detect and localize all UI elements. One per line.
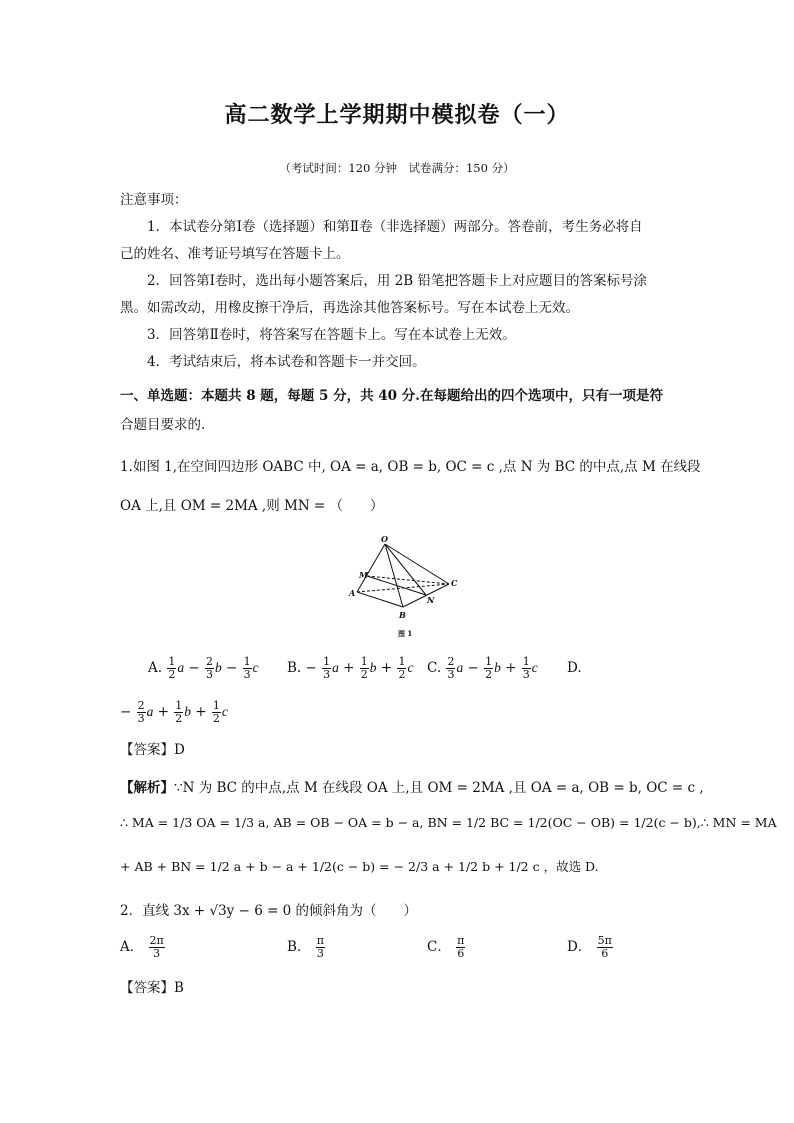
segment-MN — [367, 576, 426, 595]
notice-heading: 注意事项： — [120, 192, 188, 208]
q2-answer: 【答案】B — [120, 980, 184, 996]
exam-info: （考试时间：120 分钟 试卷满分：150 分） — [279, 161, 515, 175]
label-A: A — [349, 588, 356, 598]
q1-analysis-line3: + AB + BN = 1/2 a + b − a + 1/2(c − b) = − 2/3 a + 1/2 b + 1/2 c ，故选 D. — [120, 859, 599, 874]
notice-line-6: 4．考试结束后，将本试卷和答题卡一并交回。 — [147, 354, 426, 370]
label-N: N — [427, 595, 435, 605]
q1-answer: 【答案】D — [120, 742, 185, 758]
q2-option-d: D． $\frac{5\pi}{6}$ — [567, 934, 612, 960]
q1-option-b: B. − $\frac{1}{3}$ a + $\frac{1}{2}$ b + $\frac{1}{2}$ c — [287, 655, 414, 681]
label-O: O — [381, 534, 388, 544]
q1-stem-line1: 1.如图 1,在空间四边形 OABC 中, OA = a, OB = b, OC = c ,点 N 为 BC 的中点,点 M 在线段 — [120, 459, 701, 475]
notice-line-2: 己的姓名、准考证号填写在答题卡上。 — [120, 246, 350, 262]
figure-caption: 图 1 — [398, 629, 413, 638]
notice-line-5: 3．回答第Ⅱ卷时，将答案写在答题卡上。写在本试卷上无效。 — [147, 327, 516, 343]
section-heading: 一、单选题：本题共 8 题，每题 5 分，共 40 分.在每题给出的四个选项中，只有一项是符 — [120, 388, 663, 404]
segment-ON — [385, 544, 426, 595]
section-heading-cont: 合题目要求的. — [120, 417, 206, 433]
q1-option-d: − $\frac{2}{3}$ a + $\frac{1}{2}$ b + $\frac{1}{2}$ c — [120, 699, 228, 725]
label-M: M — [359, 570, 368, 580]
label-B: B — [399, 610, 406, 620]
q1-option-d-label: D. — [567, 660, 582, 676]
q1-stem-line2: OA 上,且 OM = 2MA ,则 MN = （ ） — [120, 498, 384, 514]
q2-option-a: A． $\frac{2\pi}{3}$ — [120, 934, 164, 960]
q1-option-c: C. $\frac{2}{3}$ a − $\frac{1}{2}$ b + $\frac{1}{3}$ c — [427, 655, 538, 681]
edge-BC — [403, 584, 449, 607]
edge-OA — [357, 544, 385, 592]
q2-stem: 2．直线 3x + √3y − 6 = 0 的倾斜角为（ ） — [120, 903, 418, 919]
notice-line-4: 黑。如需改动，用橡皮擦干净后，再选涂其他答案标号。写在本试卷上无效。 — [120, 300, 579, 316]
q2-option-c: C． $\frac{\pi}{6}$ — [427, 934, 465, 960]
q1-option-a: A. $\frac{1}{2}$ a − $\frac{2}{3}$ b − $\frac{1}{3}$ c — [148, 655, 259, 681]
notice-line-3: 2．回答第Ⅰ卷时，选出每小题答案后，用 2B 铅笔把答题卡上对应题目的答案标号涂 — [147, 273, 648, 289]
q1-analysis-line2: ∴ MA = 1/3 OA = 1/3 a, AB = OB − OA = b − a, BN = 1/2 BC = 1/2(OC − OB) = 1/2(c − b),∴ MN = MA — [120, 815, 777, 830]
edge-AB — [357, 592, 403, 607]
page-title: 高二数学上学期期中模拟卷（一） — [224, 103, 570, 128]
label-C: C — [451, 578, 458, 588]
notice-line-1: 1．本试卷分第Ⅰ卷（选择题）和第Ⅱ卷（非选择题）两部分。答卷前，考生务必将自 — [147, 219, 643, 235]
q2-option-b: B． $\frac{\pi}{3}$ — [287, 934, 324, 960]
q1-analysis-line1: 【解析】∵N 为 BC 的中点,点 M 在线段 OA 上,且 OM = 2MA ,且 OA = a, OB = b, OC = c , — [120, 780, 704, 796]
tetrahedron-figure — [345, 532, 465, 642]
